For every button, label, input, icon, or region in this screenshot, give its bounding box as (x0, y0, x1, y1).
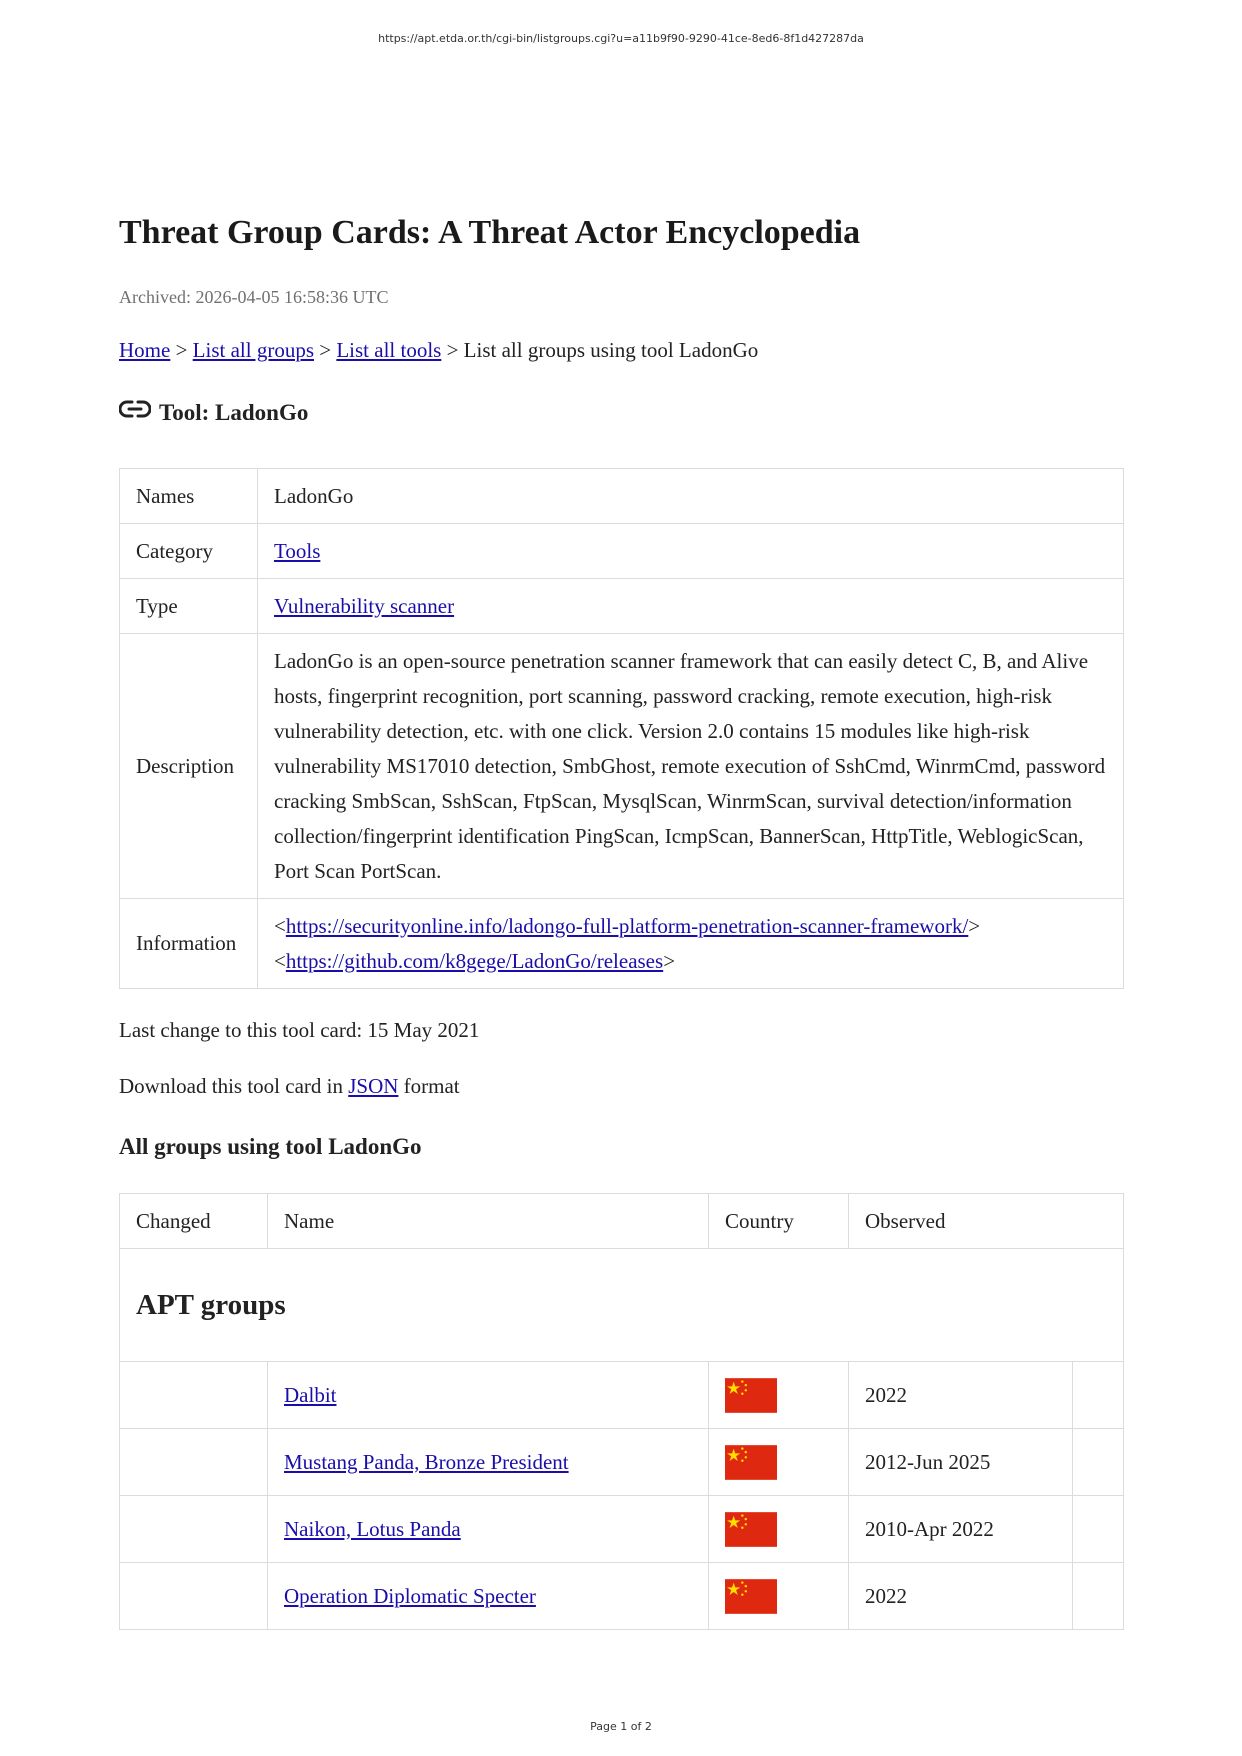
breadcrumb-list-tools-link[interactable]: List all tools (336, 338, 442, 362)
table-row (120, 1496, 1124, 1563)
page-number-footer: Page 1 of 2 (590, 1720, 652, 1733)
apt-groups-section-title: APT groups (120, 1249, 1124, 1362)
description-label: Description (120, 634, 258, 899)
group-name-cell (268, 1362, 709, 1429)
tool-card-table (119, 468, 1124, 989)
group-name-cell (268, 1563, 709, 1630)
empty-cell (1073, 1496, 1124, 1563)
country-cell (709, 1496, 849, 1563)
observed-cell: 2022 (849, 1362, 1073, 1429)
group-link-mustang-panda[interactable]: Mustang Panda, Bronze President (284, 1449, 569, 1474)
bracket: > (663, 948, 676, 973)
changed-cell (120, 1563, 268, 1630)
breadcrumb-list-groups-link[interactable]: List all groups (192, 338, 314, 362)
header-country: Country (709, 1194, 849, 1249)
group-link-operation-diplomatic-specter[interactable]: Operation Diplomatic Specter (284, 1583, 536, 1608)
information-cell (258, 899, 1124, 989)
tool-heading-text: Tool: LadonGo (159, 400, 309, 425)
china-flag-icon (725, 1445, 777, 1480)
table-row (120, 524, 1124, 579)
link-icon (119, 400, 151, 418)
bracket: < (274, 913, 286, 938)
tool-heading (119, 400, 308, 426)
table-section-row (120, 1249, 1124, 1362)
names-value: LadonGo (258, 469, 1124, 524)
info-link-securityonline[interactable]: https://securityonline.info/ladongo-full-platform-penetration-scanner-framework/ (285, 913, 969, 938)
table-row (120, 579, 1124, 634)
last-change-text: Last change to this tool card: 15 May 2021 (119, 1018, 480, 1042)
changed-cell (120, 1362, 268, 1429)
information-label: Information (120, 899, 258, 989)
archived-timestamp: Archived: 2026-04-05 16:58:36 UTC (119, 287, 389, 307)
names-label: Names (120, 469, 258, 524)
table-row (120, 1362, 1124, 1429)
group-name-cell (268, 1429, 709, 1496)
breadcrumb-current: > List all groups using tool LadonGo (441, 338, 759, 362)
header-changed: Changed (120, 1194, 268, 1249)
country-cell (709, 1563, 849, 1630)
download-line (119, 1074, 460, 1099)
changed-cell (120, 1429, 268, 1496)
info-link-github[interactable]: https://github.com/k8gege/LadonGo/releases (285, 948, 664, 973)
china-flag-icon (725, 1579, 777, 1614)
category-link[interactable]: Tools (274, 538, 321, 563)
breadcrumb-separator: > (314, 338, 337, 362)
category-label: Category (120, 524, 258, 579)
china-flag-icon (725, 1378, 777, 1413)
bracket: < (274, 948, 286, 973)
group-link-dalbit[interactable]: Dalbit (284, 1382, 337, 1407)
table-row (120, 634, 1124, 899)
country-cell (709, 1429, 849, 1496)
bracket: > (968, 913, 981, 938)
download-prefix: Download this tool card in (119, 1074, 349, 1098)
page-url-header: https://apt.etda.or.th/cgi-bin/listgroups.cgi?u=a11b9f90-9290-41ce-8ed6-8f1d427287da (378, 32, 864, 45)
groups-table (119, 1193, 1124, 1630)
header-name: Name (268, 1194, 709, 1249)
table-row (120, 1429, 1124, 1496)
table-row (120, 469, 1124, 524)
description-value: LadonGo is an open-source penetration scanner framework that can easily detect C, B, and Alive hosts, fingerprint recognition, port scanning, password cracking, remote execution, high-risk vulnerability detection, etc. with one click. Version 2.0 contains 15 modules like high-risk vulnerability MS17010 detection, SmbGhost, remote execution of SshCmd, WinrmCmd, password cracking SmbScan, SshScan, FtpScan, MysqlScan, WinrmScan, survival detection/information collection/fingerprint identification PingScan, IcmpScan, BannerScan, HttpTitle, WeblogicScan, Port Scan PortScan. (258, 634, 1124, 899)
observed-cell: 2022 (849, 1563, 1073, 1630)
empty-cell (1073, 1429, 1124, 1496)
empty-cell (1073, 1563, 1124, 1630)
group-name-cell (268, 1496, 709, 1563)
type-cell (258, 579, 1124, 634)
empty-cell (1073, 1362, 1124, 1429)
breadcrumb-home-link[interactable]: Home (119, 338, 171, 362)
header-observed: Observed (849, 1194, 1124, 1249)
country-cell (709, 1362, 849, 1429)
type-label: Type (120, 579, 258, 634)
changed-cell (120, 1496, 268, 1563)
breadcrumb-separator: > (170, 338, 193, 362)
type-link[interactable]: Vulnerability scanner (274, 593, 455, 618)
category-cell (258, 524, 1124, 579)
table-row (120, 1563, 1124, 1630)
groups-heading: All groups using tool LadonGo (119, 1134, 422, 1159)
observed-cell: 2012-Jun 2025 (849, 1429, 1073, 1496)
download-suffix: format (398, 1074, 460, 1098)
group-link-naikon[interactable]: Naikon, Lotus Panda (284, 1516, 461, 1541)
breadcrumb (119, 338, 758, 363)
json-download-link[interactable]: JSON (348, 1074, 399, 1098)
table-row (120, 899, 1124, 989)
page-title: Threat Group Cards: A Threat Actor Encyclopedia (119, 214, 861, 251)
table-header-row (120, 1194, 1124, 1249)
observed-cell: 2010-Apr 2022 (849, 1496, 1073, 1563)
china-flag-icon (725, 1512, 777, 1547)
